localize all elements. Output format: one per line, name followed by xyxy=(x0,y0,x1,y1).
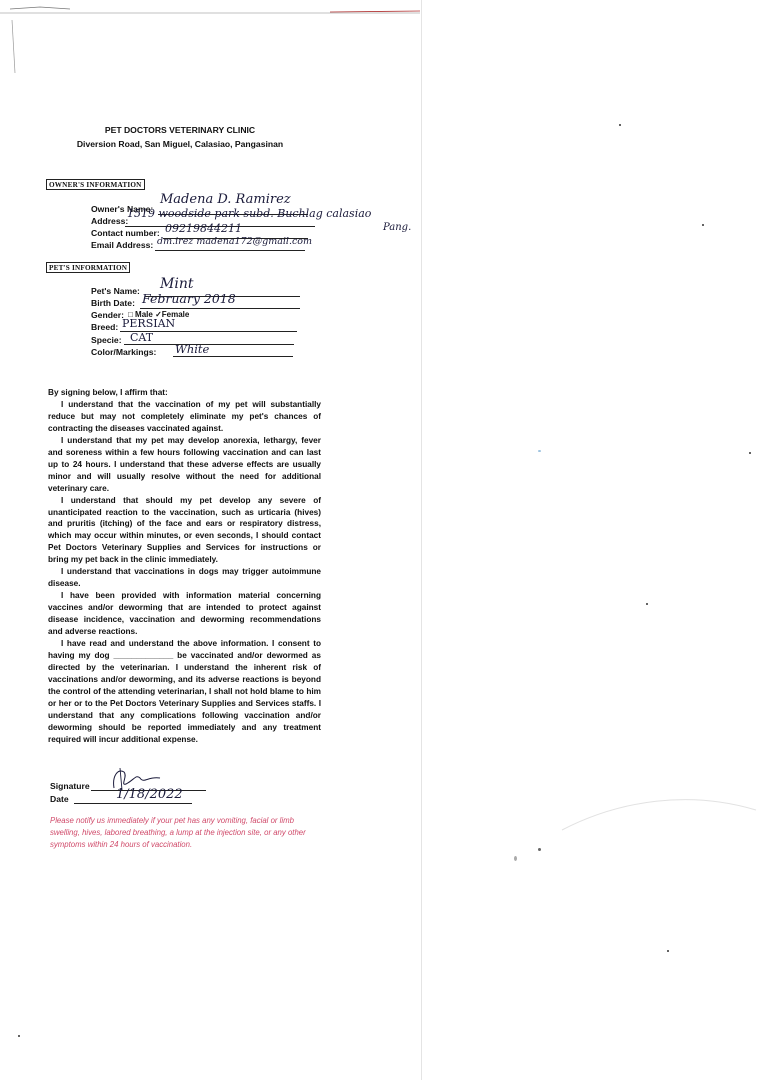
owner-address-value-line2: Pang. xyxy=(383,222,412,233)
affirmation-paragraph: I understand that should my pet develop any severe of unanticipated reaction to the vaccination, such as urticaria (hives) and pruritis (itching) of the face and ears or respiratory distress, which may occur within minutes, or even seconds, I should contact Pet Doctors Veterinary Supplies and Services for instructions or bring my pet back in the clinic immediately. xyxy=(48,495,321,565)
owner-section-heading: OWNER'S INFORMATION xyxy=(46,179,145,190)
affirmation-paragraph: I have been provided with information material concerning vaccines and/or deworming that are intended to protect against disease incidence, vaccination and deworming recommendations and adverse reactions. xyxy=(48,591,321,637)
specie-value: CAT xyxy=(130,331,154,344)
owner-name-value: Madena D. Ramirez xyxy=(160,192,291,207)
birth-date-line xyxy=(140,308,300,309)
scan-speck xyxy=(646,603,648,605)
owner-address-label: Address: xyxy=(91,216,129,226)
scan-speck xyxy=(538,450,541,452)
clinic-name: PET DOCTORS VETERINARY CLINIC xyxy=(104,125,256,135)
scan-speck xyxy=(514,856,517,861)
contact-number-label: Contact number: xyxy=(91,228,160,238)
specie-label: Specie: xyxy=(91,335,122,345)
color-markings-label: Color/Markings: xyxy=(91,347,157,357)
scan-edge-mark xyxy=(8,18,20,78)
date-label: Date xyxy=(50,794,69,804)
clinic-header xyxy=(30,123,330,151)
clinic-address: Diversion Road, San Miguel, Calasiao, Pangasinan xyxy=(76,139,284,149)
gender-options: □ Male ✓Female xyxy=(128,310,190,319)
scan-faint-stroke xyxy=(560,780,760,840)
affirmation-paragraph: I understand that vaccinations in dogs may trigger autoimmune disease. xyxy=(48,567,321,589)
pet-name-value: Mint xyxy=(160,276,194,292)
owner-name-label: Owner's Name: xyxy=(91,204,154,214)
color-markings-line xyxy=(173,356,293,357)
affirmation-paragraph: I understand that the vaccination of my pet will substantially reduce but may not completely eliminate my pet's chances of contracting the diseases vaccinated against. xyxy=(48,399,321,433)
scan-speck xyxy=(18,1035,20,1037)
breed-value: PERSIAN xyxy=(122,317,176,330)
email-label: Email Address: xyxy=(91,240,154,250)
post-vaccination-notice: Please notify us immediately if your pet has any vomiting, facial or limb swelling, hives, labored breathing, a lump at the injection site, or any other symptoms within 24 hours of vaccination. xyxy=(50,816,306,849)
owner-address-value: 1519 woodside park subd. Buchlag calasiao xyxy=(127,207,372,220)
page-edge xyxy=(421,0,422,1080)
affirmation-text xyxy=(48,387,321,746)
scan-speck xyxy=(702,224,704,226)
date-value: 1/18/2022 xyxy=(116,787,183,802)
pet-name-label: Pet's Name: xyxy=(91,286,140,296)
breed-label: Breed: xyxy=(91,322,119,332)
signature-label: Signature xyxy=(50,781,90,791)
affirmation-intro: By signing below, I affirm that: xyxy=(48,388,168,397)
gender-label: Gender: xyxy=(91,310,124,320)
affirmation-paragraph: I have read and understand the above information. I consent to having my dog _____________ be vaccinated and/or dewormed as directed by the veterinarian. I understand the inherent risk of vaccinations and/or deworming, and its adverse reactions is beyond the control of the attending veterinarian, I shall not hold blame to him or her or to the Pet Doctors Veterinary Supplies and Services staffs. I understand that any complications following vaccination and/or deworming should be reported immediately and any treatment required will incur additional expense. xyxy=(48,639,321,744)
email-value: dm.irez madena172@gmail.com xyxy=(157,236,313,247)
birth-date-label: Birth Date: xyxy=(91,298,135,308)
scan-speck xyxy=(667,950,669,952)
scan-edge-artifact xyxy=(0,0,762,14)
affirmation-paragraph: I understand that my pet may develop anorexia, lethargy, fever and soreness within a few hours following vaccination and can last up to 24 hours. I understand that these adverse effects are usually minor and will usually resolve without the need for additional veterinary care. xyxy=(48,435,321,493)
birth-date-value: February 2018 xyxy=(142,291,236,306)
scan-speck xyxy=(619,124,621,126)
scan-speck xyxy=(749,452,751,454)
color-markings-value: White xyxy=(175,342,210,356)
scan-speck xyxy=(538,848,541,851)
email-line xyxy=(155,250,305,251)
contact-number-value: 09219844211 xyxy=(165,222,242,235)
pet-section-heading: PET'S INFORMATION xyxy=(46,262,130,273)
date-line xyxy=(74,803,192,804)
